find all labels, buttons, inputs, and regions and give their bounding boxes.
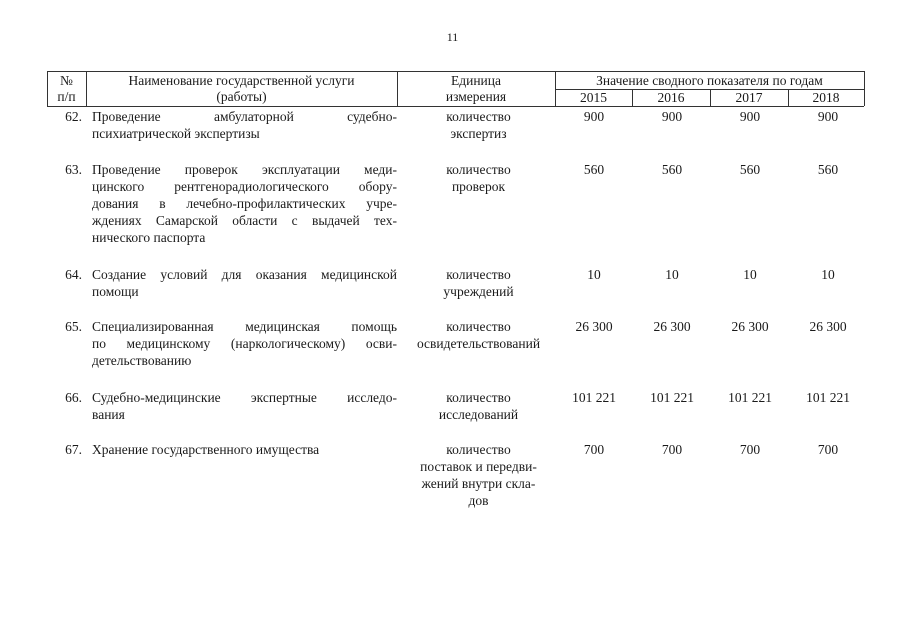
service-name-line: вания <box>92 407 125 422</box>
unit-line: количество <box>446 162 511 177</box>
service-name <box>92 161 397 246</box>
value-2018: 26 300 <box>809 319 847 334</box>
service-name-line: нического паспорта <box>92 230 206 245</box>
service-name-line: Проведение проверок эксплуатации меди- <box>92 162 397 177</box>
page-number: 11 <box>446 30 459 44</box>
header-num-label: № <box>60 73 73 88</box>
value-2018: 101 221 <box>806 390 850 405</box>
header-year-2016: 2016 <box>657 90 685 105</box>
value-2017: 560 <box>739 162 761 177</box>
unit-line: количество <box>446 442 511 457</box>
header-year-2018: 2018 <box>812 90 840 105</box>
value-2017: 26 300 <box>731 319 769 334</box>
header-unit-label: Единица <box>450 73 501 88</box>
unit-of-measure <box>400 161 557 195</box>
service-name-line: Судебно-медицинские экспертные исследо- <box>92 390 397 405</box>
value-2018: 900 <box>817 109 839 124</box>
header-unit-label-2: измерения <box>445 89 507 104</box>
value-2018: 700 <box>817 442 839 457</box>
header-name-label-2: (работы) <box>216 89 267 104</box>
service-name-line: дования в лечебно-профилактических учре- <box>92 196 397 211</box>
row-number: 66. <box>65 390 82 405</box>
value-2015: 560 <box>583 162 605 177</box>
row-number: 65. <box>65 319 82 334</box>
unit-line: исследований <box>438 407 519 422</box>
row-number: 62. <box>65 109 82 124</box>
value-2016: 101 221 <box>650 390 694 405</box>
service-name <box>92 441 397 458</box>
service-name-line: цинского рентгенорадиологического обору- <box>92 179 397 194</box>
header-year-2015: 2015 <box>580 90 607 105</box>
unit-line: количество <box>446 267 511 282</box>
service-name-line: Хранение государственного имущества <box>92 442 320 457</box>
value-2017: 101 221 <box>728 390 772 405</box>
unit-line: освидетельствований <box>416 336 541 351</box>
unit-of-measure <box>400 266 557 300</box>
header-bottom-border <box>47 106 864 107</box>
unit-line: количество <box>446 319 511 334</box>
value-2017: 10 <box>743 267 757 282</box>
value-2016: 700 <box>661 442 683 457</box>
value-2017: 900 <box>739 109 761 124</box>
row-number: 64. <box>65 267 82 282</box>
unit-of-measure <box>400 318 557 352</box>
row-number: 63. <box>65 162 82 177</box>
unit-line: экспертиз <box>450 126 507 141</box>
header-top-border <box>47 71 864 72</box>
row-number: 67. <box>65 442 82 457</box>
value-2016: 560 <box>661 162 683 177</box>
service-name-line: по медицинскому (наркологическому) осви- <box>92 336 397 351</box>
service-name <box>92 318 397 369</box>
value-2017: 700 <box>739 442 761 457</box>
value-2015: 101 221 <box>572 390 616 405</box>
header-values-title: Значение сводного показателя по годам <box>596 73 823 88</box>
header-year-2017: 2017 <box>735 90 763 105</box>
value-2018: 560 <box>817 162 839 177</box>
unit-line: учреждений <box>443 284 514 299</box>
unit-of-measure <box>400 441 557 509</box>
service-name-line: детельствованию <box>92 353 192 368</box>
header-name-label: Наименование государственной услуги <box>128 73 355 88</box>
unit-line: жений внутри скла- <box>421 476 536 491</box>
unit-of-measure <box>400 389 557 423</box>
service-name <box>92 108 397 142</box>
service-name-line: ждениях Самарской области с выдачей тех- <box>92 213 397 228</box>
service-name-line: психиатрической экспертизы <box>92 126 260 141</box>
value-2015: 700 <box>583 442 605 457</box>
value-2016: 900 <box>661 109 683 124</box>
value-2018: 10 <box>821 267 835 282</box>
value-2015: 900 <box>583 109 605 124</box>
service-name-line: Проведение амбулаторной судебно- <box>92 109 397 124</box>
value-2016: 10 <box>665 267 679 282</box>
unit-line: проверок <box>451 179 506 194</box>
unit-line: поставок и передви- <box>420 459 537 474</box>
col-divider <box>864 71 865 106</box>
unit-line: количество <box>446 390 511 405</box>
value-2015: 10 <box>587 267 601 282</box>
service-name <box>92 266 397 300</box>
service-name-line: Специализированная медицинская помощь <box>92 319 397 334</box>
header-num-label-2: п/п <box>57 89 76 104</box>
unit-line: количество <box>446 109 511 124</box>
unit-of-measure <box>400 108 557 142</box>
value-2015: 26 300 <box>575 319 613 334</box>
service-name-line: помощи <box>92 284 139 299</box>
service-name <box>92 389 397 423</box>
unit-line: дов <box>468 493 489 508</box>
service-name-line: Создание условий для оказания медицинской <box>92 267 397 282</box>
value-2016: 26 300 <box>653 319 691 334</box>
